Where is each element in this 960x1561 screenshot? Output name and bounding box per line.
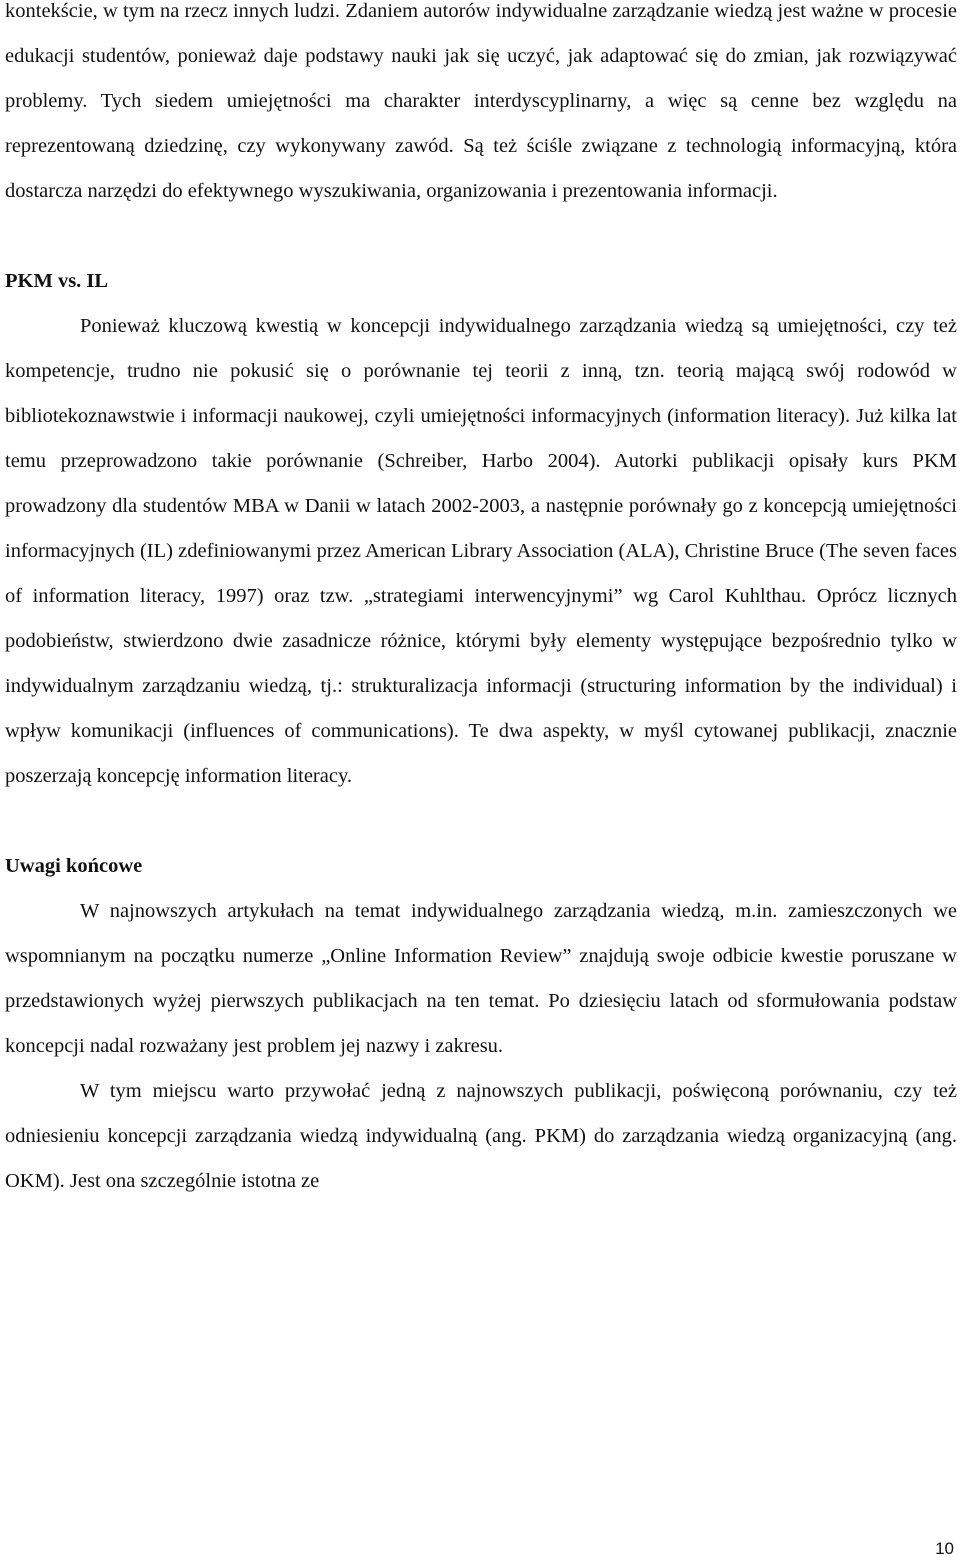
heading-uwagi-koncowe: Uwagi końcowe (5, 855, 143, 877)
section-spacer (5, 799, 957, 844)
section-spacer (5, 214, 957, 259)
document-page (5, 0, 957, 1204)
heading-pkm-vs-il: PKM vs. IL (5, 270, 109, 292)
paragraph-pkm-il: Ponieważ kluczową kwestią w koncepcji indywidualnego zarządzania wiedzą są umiejętności, czy też kompetencje, trudno nie pokusić się o porównanie tej teorii z inną, tzn. teorią mającą swój rodowód w bibliotekoznawstwie i informacji naukowej, czyli umiejętności informacyjnych (information literacy). Już kilka lat temu przeprowadzono takie porównanie (Schreiber, Harbo 2004). Autorki publikacji opisały kurs PKM prowadzony dla studentów MBA w Danii w latach 2002-2003, a następnie porównały go z koncepcją umiejętności informacyjnych (IL) zdefiniowanymi przez American Library Association (ALA), Christine Bruce (The seven faces of information literacy, 1997) oraz tzw. „strategiami interwencyjnymi” wg Carol Kuhlthau. Oprócz licznych podobieństw, stwierdzono dwie zasadnicze różnice, którymi były elementy występujące bezpośrednio tylko w indywidualnym zarządzaniu wiedzą, tj.: strukturalizacja informacji (structuring information by the individual) i wpływ komunikacji (influences of communications). Te dwa aspekty, w myśl cytowanej publikacji, znacznie poszerzają koncepcję information literacy. (5, 315, 957, 787)
page-number: 10 (935, 1539, 954, 1558)
paragraph-uwagi-1: W najnowszych artykułach na temat indywidualnego zarządzania wiedzą, m.in. zamieszczonych we wspomnianym na początku numerze „Online Information Review” znajdują swoje odbicie kwestie poruszane w przedstawionych wyżej pierwszych publikacjach na ten temat. Po dziesięciu latach od sformułowania podstaw koncepcji nadal rozważany jest problem jej nazwy i zakresu. (5, 900, 957, 1057)
paragraph-uwagi-2: W tym miejscu warto przywołać jedną z najnowszych publikacji, poświęconą porównaniu, czy też odniesieniu koncepcji zarządzania wiedzą indywidualną (ang. PKM) do zarządzania wiedzą organizacyjną (ang. OKM). Jest ona szczególnie istotna ze (5, 1080, 957, 1192)
paragraph-intro: kontekście, w tym na rzecz innych ludzi. Zdaniem autorów indywidualne zarządzanie wiedzą jest ważne w procesie edukacji studentów, ponieważ daje podstawy nauki jak się uczyć, jak adaptować się do zmian, jak rozwiązywać problemy. Tych siedem umiejętności ma charakter interdyscyplinarny, a więc są cenne bez względu na reprezentowaną dziedzinę, czy wykonywany zawód. Są też ściśle związane z technologią informacyjną, która dostarcza narzędzi do efektywnego wyszukiwania, organizowania i prezentowania informacji. (5, 0, 957, 202)
